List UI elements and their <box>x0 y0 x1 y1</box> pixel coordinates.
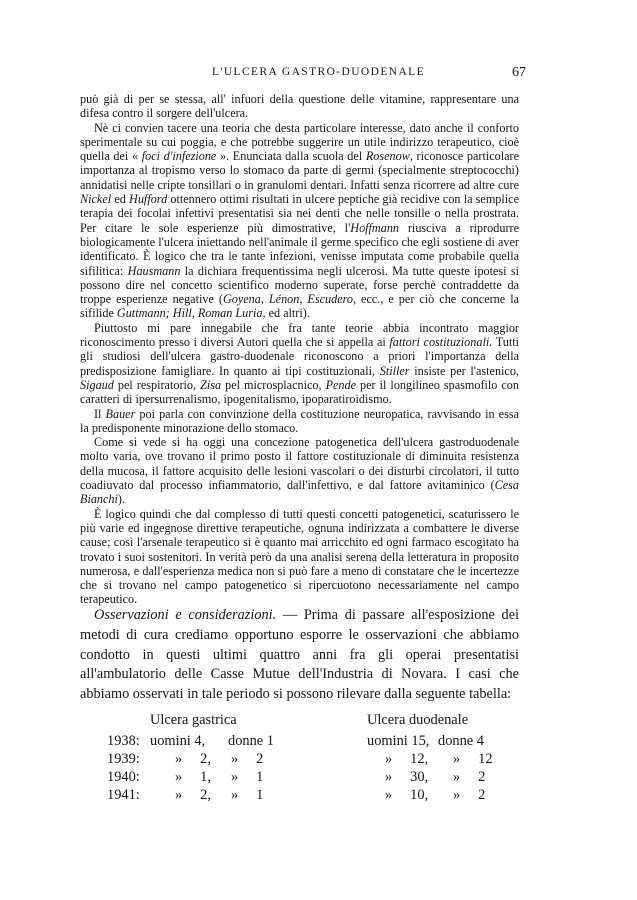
text-run: Piuttosto mi pare innegabile che fra tante teorie abbia incontrato maggior riconoscimento presso i diversi Autori quella che si appella ai <box>80 320 519 350</box>
table-cell-duodenal-women: » 2 <box>453 787 486 803</box>
paragraph <box>80 407 519 436</box>
italic-run: Hausmann <box>127 263 181 278</box>
section-paragraph <box>80 606 519 705</box>
italic-run: Hoffmann <box>350 220 400 235</box>
observations-section <box>80 606 519 705</box>
running-title: L'ULCERA GASTRO-DUODENALE <box>211 66 426 78</box>
table-cell-duodenal-men: » 30, <box>385 769 429 785</box>
paragraph <box>80 507 519 607</box>
body-text <box>80 92 519 607</box>
paragraph <box>80 321 519 407</box>
italic-run: Stiller <box>379 363 410 378</box>
table-cell-gastric-men: uomini 4, <box>150 733 206 749</box>
text-run: pel microsplacnico, <box>221 377 326 392</box>
text-run: poi parla con convinzione della costituzione neuropatica, ravvisando in essa la predisponente minorazione dello stomaco. <box>80 406 519 435</box>
text-run: ottennero ottimi risultati in ulcere peptiche già recidive con la semplice terapia dei focolai infettivi presentatisi sia nei denti che nelle tonsille o nella prostrata. Per citare le sole esperienze più dimostrative, l' <box>80 192 519 235</box>
text-run: la dichiara frequentissima negli ulcerosi. Ma tutte queste ipotesi si possono dire nel concetto scientifico moderno superate, forse perchè contraddette da troppe esperienze negative ( <box>80 263 519 307</box>
table-cell-duodenal-women: » 2 <box>453 769 486 785</box>
text-run: pel respiratorio, <box>113 377 201 392</box>
table-header-gastric: Ulcera gastrica <box>150 712 237 728</box>
section-text: — Prima di passare all'esposizione dei metodi di cura crediamo opportuno esporre le osservazioni che abbiamo condotto in questi ultimi quattro anni fra gli operai presentatisi all'ambulatorio delle Casse Mutue dell'Industria di Novara. I casi che abbiamo osservati in tale periodo si possono rilevare dalla seguente tabella: <box>80 607 520 703</box>
table-year: 1940: <box>107 769 140 785</box>
paragraph <box>80 435 519 506</box>
table-cell-gastric-women: » 1 <box>231 787 264 803</box>
text-run: Tutti gli studiosi dell'ulcera gastro-duodenale riconoscono a priori l'importanza della predisposizione famigliare. In quanto ai tipi costituzionali, <box>80 335 519 378</box>
text-run: , riconosce particolare importanza al tropismo verso lo stomaco da parte di germi (specialmente streptococchi) annidatisi nelle cripte tonsillari o in granulomi dentari. Infatti senza ricorrere ad altre cure <box>80 149 520 192</box>
text-run: riusciva a riprodurre biologicamente l'ulcera iniettando nell'animale il germe specifico che egli sostiene di aver identificato. È logico che tra le tante infezioni, venisse imputata come probabile quella sifilitica: <box>80 220 519 278</box>
text-run: per il longilineo spasmofilo con caratteri di ipersurrenalismo, ipogenitalismo, ipoparatiroidismo. <box>80 377 519 407</box>
table-cell-gastric-men: » 2, <box>175 787 211 803</box>
italic-run: Cesa Bianchi <box>80 478 519 507</box>
italic-run: Pende <box>325 377 357 392</box>
table-header-duodenal: Ulcera duodenale <box>367 712 469 728</box>
paragraph <box>80 92 519 121</box>
table-cell-gastric-men: » 1, <box>175 769 211 785</box>
text-run: Nè ci convien tacere una teoria che desta particolare interesse, dato anche il conforto sperimentale su cui poggia, e che potrebbe suggerire un utile indirizzo terapeutico, cioè quella dei « <box>80 120 519 164</box>
text-run: ». Enunciata dalla scuola del <box>216 149 366 164</box>
italic-run: Goyena, Lénon, Escudero, <box>222 292 357 307</box>
italic-run: Nickel <box>80 192 112 207</box>
text-run: Il <box>94 406 106 421</box>
table-cell-duodenal-men: » 10, <box>385 787 429 803</box>
italic-run: Rosenow <box>365 149 410 164</box>
italic-run: Hufford <box>129 192 168 207</box>
italic-run: fattori costituzionali. <box>389 335 493 350</box>
table-cell-gastric-women: » 1 <box>231 769 264 785</box>
table-cell-gastric-men: » 2, <box>175 751 211 767</box>
italic-run: Guttmann; Hill, Roman Luria, <box>116 306 266 321</box>
italic-run: foci d'infezione <box>141 149 217 164</box>
table-cell-duodenal-women: donne 4 <box>438 733 484 749</box>
text-run: Come si vede si ha oggi una concezione patogenetica dell'ulcera gastroduodenale molto varia, ove trovano il primo posto il fattore costituzionale di diminuita resistenza della mucosa, il fattore acquisito delle lesioni vascolari o dei disturbi circolatori, il tutto coadiuvato dal processo infiammatorio, dall'infettivo, e dal fattore avitaminico ( <box>80 435 519 493</box>
section-heading: Osservazioni e considerazioni. <box>94 607 277 623</box>
text-run: può già di per se stessa, all' infuori della questione delle vitamine, rappresentare una difesa contro il sorgere dell'ulcera. <box>80 92 519 121</box>
text-run: ed <box>111 192 130 207</box>
table-cell-duodenal-women: » 12 <box>453 751 493 767</box>
table-cell-duodenal-men: uomini 15, <box>367 733 430 749</box>
table-cell-duodenal-men: » 12, <box>385 751 429 767</box>
table-year: 1939: <box>107 751 140 767</box>
table-cell-gastric-women: » 2 <box>231 751 264 767</box>
table-year: 1938: <box>107 733 140 749</box>
italic-run: Sigaud <box>80 377 114 392</box>
text-run: insiste per l'astenico, <box>409 363 519 378</box>
text-run: ecc., e per ciò che concerne la sifilide <box>80 292 519 321</box>
table-year: 1941: <box>107 787 140 803</box>
text-run: È logico quindi che dal complesso di tutti questi concetti patogenetici, scaturissero le più varie ed ingegnose direttive terapeutiche, ognuna indirizzata a combattere le diverse cause; così l'arsenale terapeutico si è quanto mai arricchito ed ogni farmaco escogitato ha trovato i suoi sostenitori. In verità però da una analisi serena della letteratura in proposito numerosa, e dall'esperienza medica non si può fare a meno di constatare che le incertezze che si trovano nel campo patogenetico si ripercuotono necessariamente nel campo terapeutico. <box>80 506 519 607</box>
italic-run: Zisa <box>200 377 222 392</box>
table-cell-gastric-women: donne 1 <box>228 733 274 749</box>
text-run: ed altri). <box>265 306 310 321</box>
italic-run: Bauer <box>105 406 136 421</box>
page-number: 67 <box>512 65 526 80</box>
paragraph <box>80 121 519 321</box>
text-run: ). <box>117 492 126 507</box>
